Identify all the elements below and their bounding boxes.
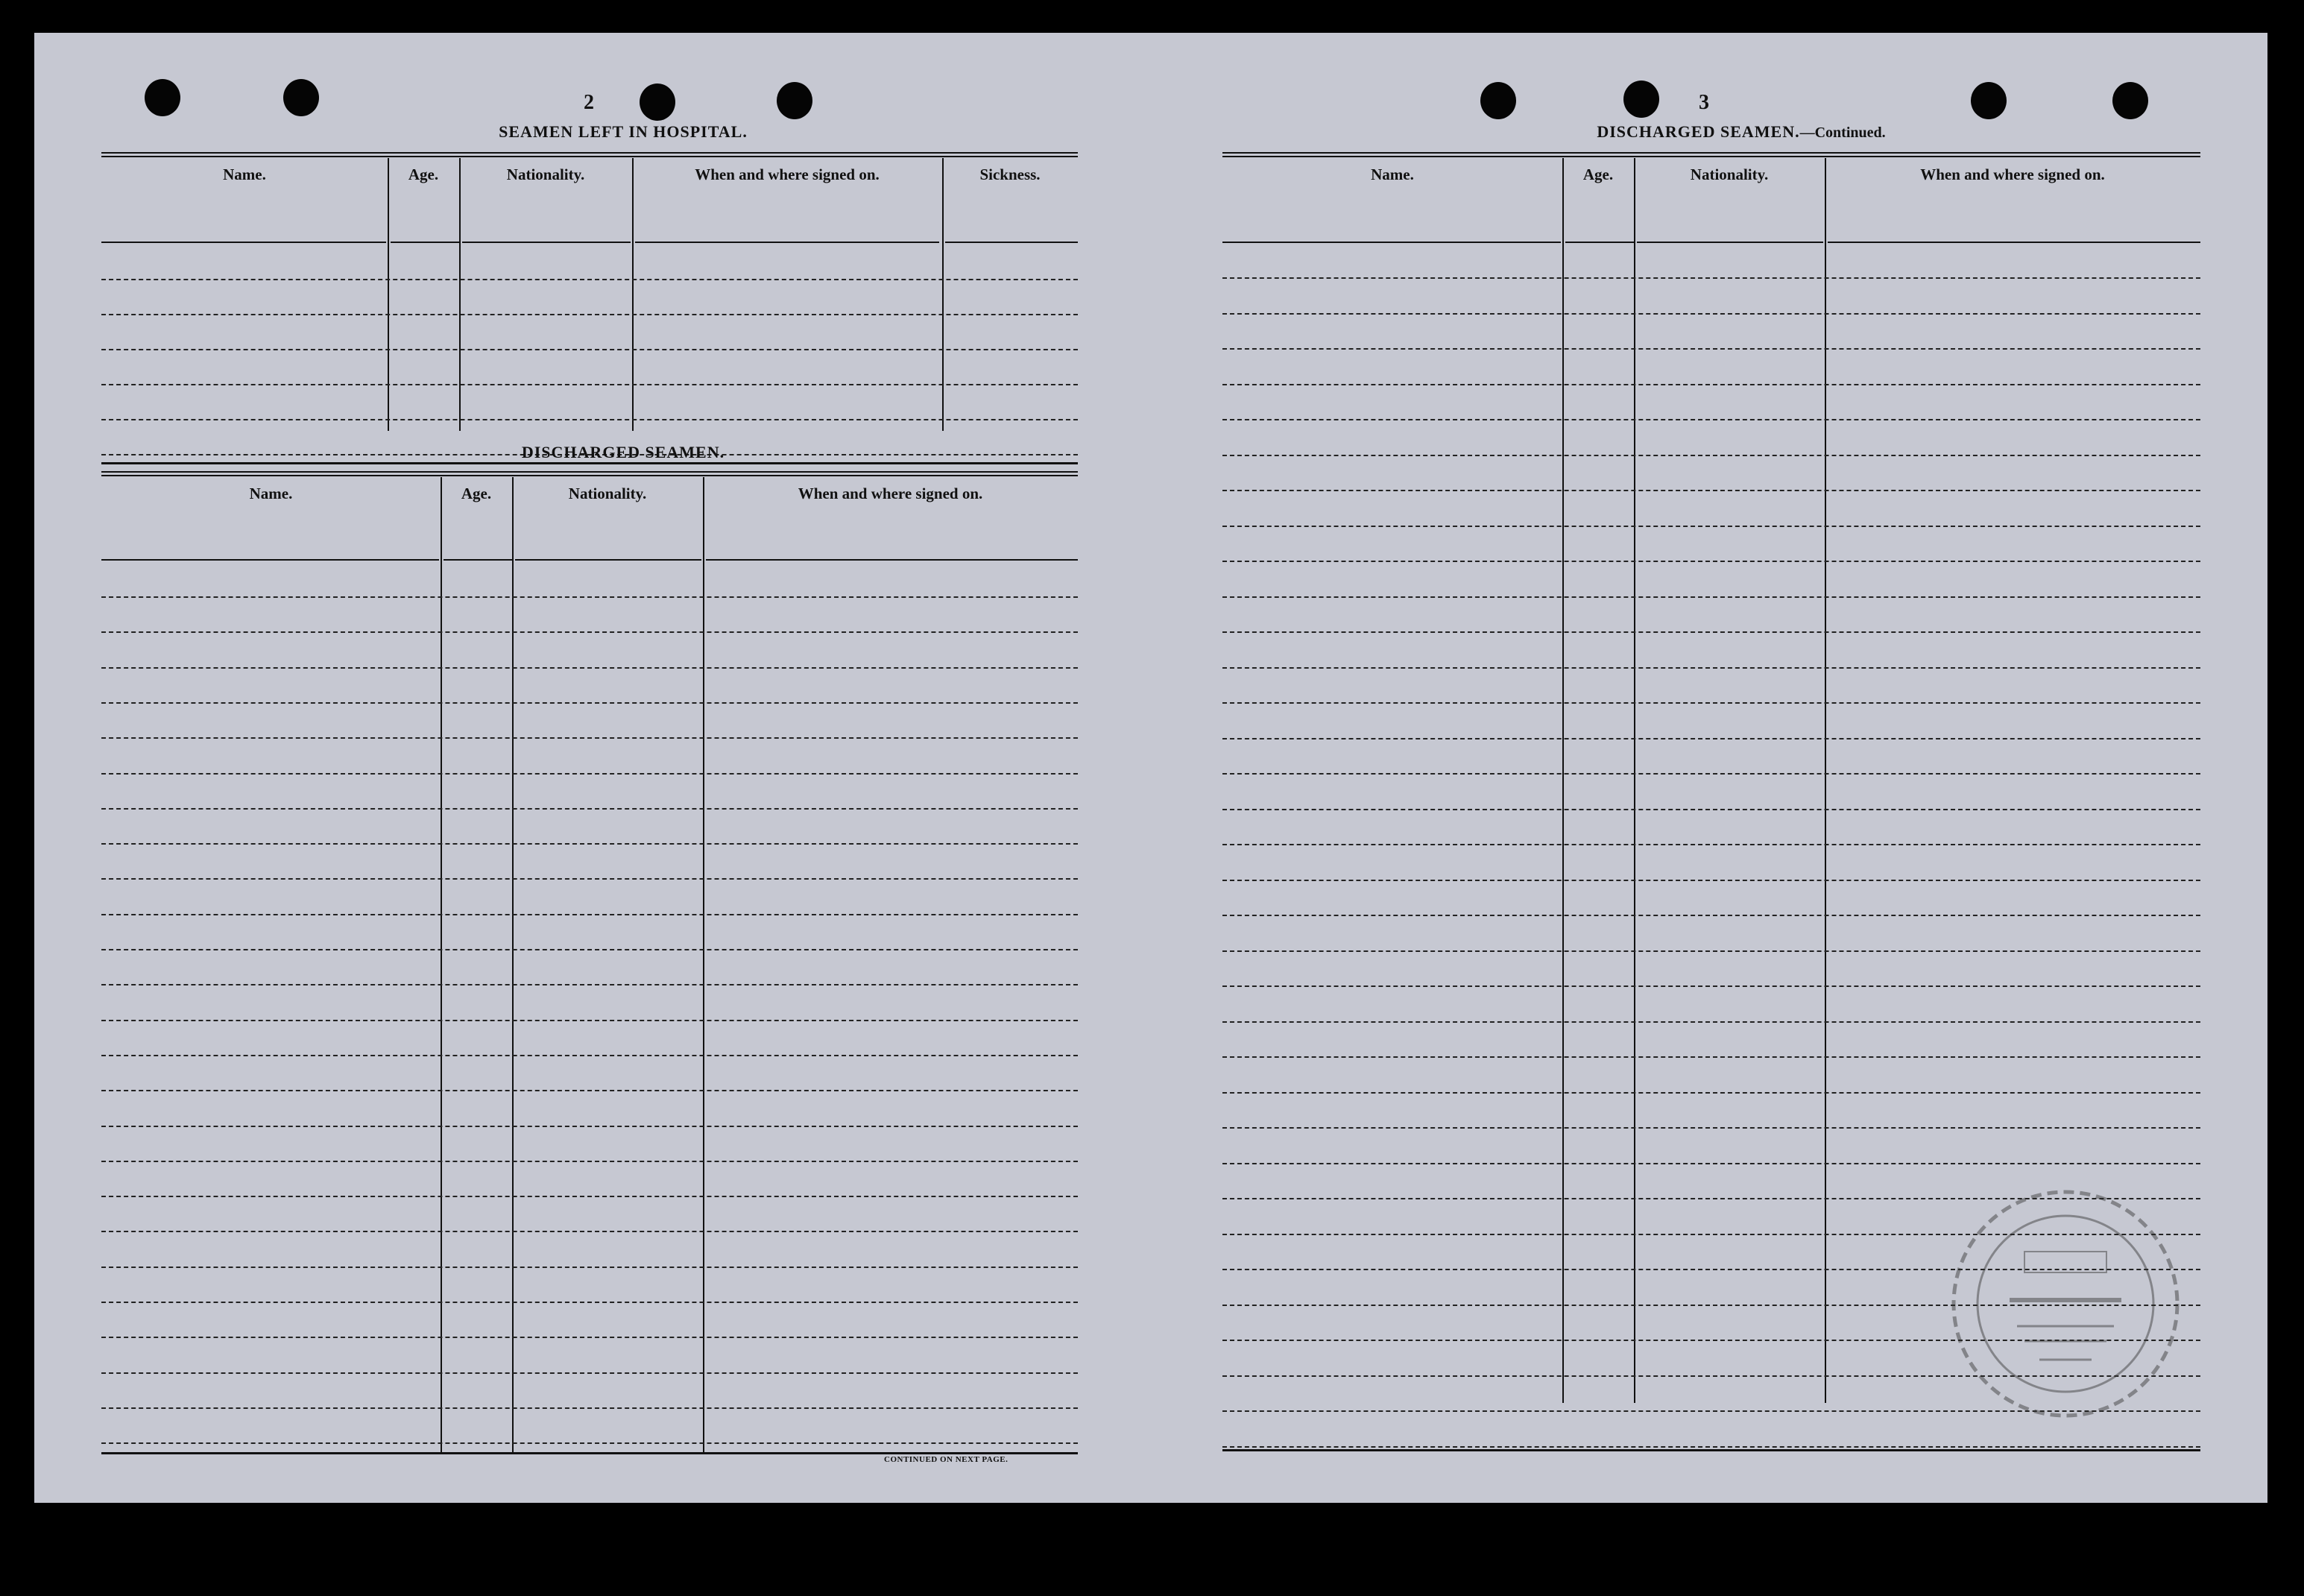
page-number-left: 2: [584, 91, 594, 114]
form-row-line: [101, 773, 1078, 775]
column-header-age: Age.: [408, 165, 439, 183]
form-row-line: [1222, 809, 2200, 810]
form-row-line: [101, 1126, 1078, 1127]
form-row-line: [101, 1337, 1078, 1338]
form-row-line: [101, 1407, 1078, 1409]
form-row-line: [1222, 844, 2200, 845]
form-row-line: [1222, 419, 2200, 420]
column-header-signed-on: When and where signed on.: [695, 165, 880, 183]
punch-hole: [1623, 81, 1659, 118]
form-row-line: [1222, 277, 2200, 279]
form-row-line: [101, 667, 1078, 669]
form-row-line: [101, 1196, 1078, 1197]
punch-hole: [640, 83, 675, 121]
form-row-line: [1222, 1127, 2200, 1129]
column-header-name: Name.: [223, 165, 266, 183]
form-row-line: [1222, 1021, 2200, 1023]
form-row-line: [1222, 1446, 2200, 1448]
punch-hole: [777, 82, 812, 119]
form-row-line: [1222, 880, 2200, 881]
form-row-line: [101, 314, 1078, 315]
form-row-line: [101, 984, 1078, 985]
section-title-text: DISCHARGED SEAMEN.: [1597, 122, 1800, 141]
form-row-line: [1222, 702, 2200, 704]
column-header-age: Age.: [461, 485, 492, 502]
form-row-line: [101, 808, 1078, 810]
form-row-line: [1222, 773, 2200, 775]
form-row-line: [1222, 631, 2200, 633]
form-row-line: [101, 1302, 1078, 1303]
discharged-table-left: [101, 471, 1078, 1463]
hospital-section-title: SEAMEN LEFT IN HOSPITAL.: [499, 122, 748, 141]
form-row-line: [1222, 490, 2200, 491]
discharged-continued-title: [1525, 122, 1957, 142]
form-row-line: [101, 914, 1078, 915]
column-header-name: Name.: [1371, 165, 1414, 183]
form-row-line: [101, 702, 1078, 704]
form-row-line: [1222, 348, 2200, 350]
form-row-line: [101, 1231, 1078, 1232]
form-row-line: [101, 878, 1078, 880]
form-row-line: [1222, 985, 2200, 987]
form-row-line: [1222, 596, 2200, 598]
column-header-signed-on: When and where signed on.: [1920, 165, 2105, 183]
form-row-line: [1222, 915, 2200, 916]
discharged-section-title: DISCHARGED SEAMEN.: [521, 443, 725, 461]
form-row-line: [101, 419, 1078, 420]
section-title-suffix: —Continued.: [1799, 124, 1886, 141]
form-row-line: [101, 1372, 1078, 1374]
column-header-signed-on: When and where signed on.: [798, 485, 983, 502]
continued-footnote: CONTINUED ON NEXT PAGE.: [884, 1455, 1009, 1464]
punch-hole: [2112, 82, 2148, 119]
column-header-age: Age.: [1582, 165, 1614, 183]
form-row-line: [101, 596, 1078, 598]
form-row-line: [101, 949, 1078, 950]
form-row-line: [1222, 667, 2200, 669]
form-row-line: [101, 1090, 1078, 1091]
form-row-line: [101, 737, 1078, 739]
form-row-line: [1222, 1092, 2200, 1094]
punch-hole: [283, 79, 319, 116]
column-header-nationality: Nationality.: [568, 485, 647, 502]
punch-hole: [1480, 82, 1516, 119]
page-number-right: 3: [1699, 91, 1709, 114]
form-row-line: [1222, 526, 2200, 527]
document-sheet: [34, 33, 2267, 1503]
form-row-line: [101, 1442, 1078, 1444]
official-stamp: [1942, 1181, 2188, 1427]
form-row-line: [101, 349, 1078, 350]
punch-hole: [145, 79, 180, 116]
form-row-line: [101, 1267, 1078, 1268]
form-row-line: [101, 631, 1078, 633]
column-header-name: Name.: [249, 485, 293, 502]
form-row-line: [1222, 561, 2200, 562]
form-row-line: [1222, 313, 2200, 315]
column-header-nationality: Nationality.: [506, 165, 585, 183]
form-row-line: [1222, 384, 2200, 385]
punch-hole: [1971, 82, 2007, 119]
form-row-line: [101, 279, 1078, 280]
form-row-line: [101, 1020, 1078, 1021]
form-row-line: [101, 1055, 1078, 1056]
form-row-line: [101, 843, 1078, 845]
form-row-line: [1222, 950, 2200, 952]
form-row-line: [1222, 1056, 2200, 1058]
form-row-line: [1222, 1163, 2200, 1164]
form-row-line: [101, 384, 1078, 385]
form-row-line: [1222, 738, 2200, 739]
form-row-line: [101, 1161, 1078, 1162]
form-row-line: [1222, 455, 2200, 456]
hospital-table: [101, 152, 1078, 465]
column-header-sickness: Sickness.: [979, 165, 1041, 183]
column-header-nationality: Nationality.: [1690, 165, 1769, 183]
